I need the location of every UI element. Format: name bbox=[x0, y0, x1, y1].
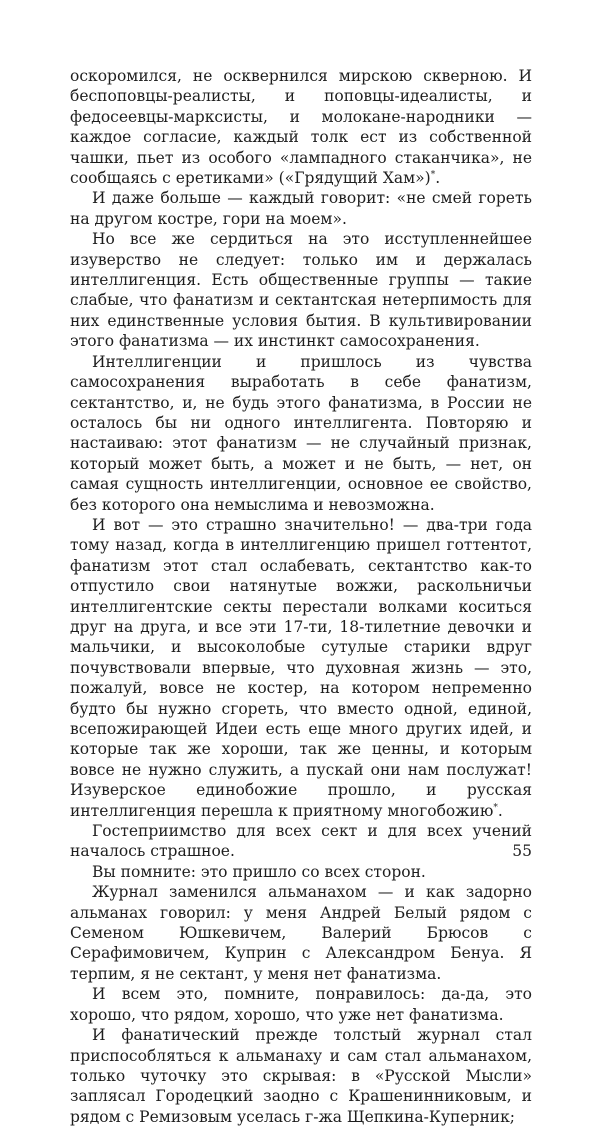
paragraph-4: Интеллигенции и пришлось из чувства самосохранения выработать в себе фанатизм, сектантство, и, не будь этого фанатизма, в России не осталось бы ни одного интеллигента. Повторяю и настаиваю: этот фанатизм — не случайный признак, который может быть, а может и не быть, — нет, он самая сущность интеллигенции, основное ее свойство, без которого она немыслима и невозможна. bbox=[70, 352, 532, 514]
paragraph-5-text: И вот — это страшно значительно! — два-три года тому назад, когда в интеллигенцию пришел готтентот, фанатизм этот стал ослабевать, сектантство как-то отпустило свои натянутые вожжи, раскольничьи интеллигентские секты перестали волками коситься друг на друга, и все эти 17-ти, 18-тилетние девочки и мальчики, и высоколобые сутулые старики вдруг почувствовали впервые, что духовная жизнь — это, пожалуй, вовсе не костер, на котором непременно будто бы нужно сгореть, что вместо одной, единой, всепожирающей Идеи есть еще много других идей, и которые так же хороши, так же ценны, и которым вовсе не нужно служить, а пускай они нам послужат! Изуверское единобожие прошло, и русская интеллигенция перешла к приятному многобожию bbox=[70, 515, 532, 820]
footnote-marker[interactable]: * bbox=[430, 169, 436, 180]
paragraph-10: И фанатический прежде толстый журнал стал приспособляться к альманаху и сам стал альманахом, только чуточку это скрывая: в «Русской Мысли» заплясал Городецкий заодно с Крашенинниковым, и рядом с Ремизовым уселась г-жа Щепкина-Куперник; bbox=[70, 1026, 532, 1126]
paragraph-1-tail: . bbox=[435, 169, 441, 188]
paragraph-7: Вы помните: это пришло со всех сторон. bbox=[92, 862, 426, 881]
paragraph-8: Журнал заменился альманахом — и как задорно альманах говорил: у меня Андрей Белый рядом с Семеном Юшкевичем, Валерий Брюсов с Серафимовичем, Куприн с Александром Бенуа. Я терпим, я не сектант, у меня нет фанатизма. bbox=[70, 883, 532, 983]
paragraph-1 bbox=[70, 66, 532, 188]
page-body bbox=[70, 66, 532, 1127]
paragraph-3: Но все же сердиться на это исступленнейшее изуверство не следует: только им и держалась интеллигенция. Есть общественные группы — такие слабые, что фанатизм и сектантская нетерпимость для них единственные условия бытия. В культивировании этого фанатизма — их инстинкт самосохранения. bbox=[70, 230, 532, 351]
paragraph-5 bbox=[70, 515, 532, 821]
paragraph-2: И даже больше — каждый говорит: «не смей гореть на другом костре, гори на моем». bbox=[70, 189, 532, 228]
paragraph-6: Гостеприимство для всех сект и для всех учений началось страшное. bbox=[70, 822, 532, 861]
paragraph-9: И всем это, помните, понравилось: да-да, это хорошо, что рядом, хорошо, что уже нет фанатизма. bbox=[70, 985, 532, 1024]
footnote-marker[interactable]: * bbox=[493, 802, 498, 813]
paragraph-5-tail: . bbox=[497, 801, 503, 820]
paragraph-1-text: оскоромился, не осквернился мирскою скверною. И беспоповцы-реалисты, и поповцы-идеалисты, и федосеевцы-марксисты, и молокане-народники — каждое согласие, каждый толк ест из собственной чашки, пьет из особого «лампадного стаканчика», не сообщаясь с еретиками» («Грядущий Хам») bbox=[70, 67, 532, 188]
page-number: 55 bbox=[512, 842, 532, 860]
